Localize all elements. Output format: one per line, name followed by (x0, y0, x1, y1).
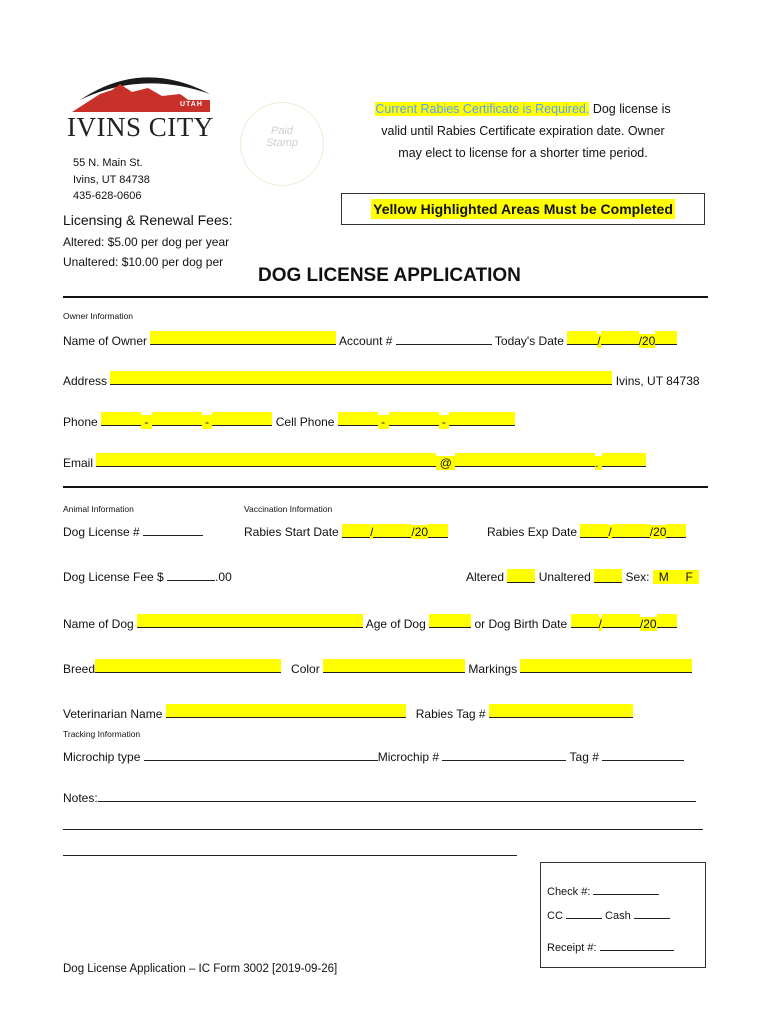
owner-name-label: Name of Owner (63, 334, 148, 348)
yellow-notice: Yellow Highlighted Areas Must be Completed (373, 201, 673, 217)
email-row (63, 453, 646, 470)
birth-day[interactable] (602, 614, 640, 628)
email-at: @ (439, 456, 452, 470)
city-tag: UTAH (180, 101, 203, 108)
license-fee-label: Dog License Fee $ (63, 570, 164, 584)
phone-dash-1: - (144, 415, 149, 429)
microchip-type-label: Microchip type (63, 750, 141, 764)
address-row (63, 371, 700, 388)
address-phone: 435-628-0606 (73, 190, 142, 202)
office-use-box (540, 862, 706, 968)
paid-stamp-area (240, 102, 324, 186)
sex-m-option[interactable]: M (658, 570, 669, 584)
owner-section: Owner Information (63, 311, 133, 321)
rabies-start-row (244, 524, 448, 539)
address-line1: 55 N. Main St. (73, 157, 143, 169)
color-field[interactable] (323, 659, 465, 673)
email-dot: . (595, 456, 599, 470)
rabies-exp-year-prefix: /20 (649, 525, 667, 539)
notice-text-2: valid until Rabies Certificate expiration date. Owner (381, 124, 665, 138)
birth-slash: / (598, 617, 602, 631)
divider-mid (63, 486, 708, 488)
rabies-start-day[interactable] (373, 524, 411, 538)
sex-label: Sex: (625, 570, 650, 584)
alteration-row (466, 569, 699, 584)
rabies-start-year[interactable] (428, 524, 448, 538)
birth-month[interactable] (571, 614, 599, 628)
city-logo (62, 64, 222, 144)
notice-text-3: may elect to license for a shorter time period. (398, 146, 648, 160)
sex-f-option[interactable]: F (685, 570, 693, 584)
unaltered-field[interactable] (594, 569, 622, 583)
email-label: Email (63, 456, 94, 470)
tag-field[interactable] (602, 749, 684, 761)
dog-name-row (63, 614, 677, 631)
breed-field[interactable] (95, 659, 281, 673)
cc-field[interactable] (566, 907, 602, 919)
rabies-start-label: Rabies Start Date (244, 525, 339, 539)
birth-year[interactable] (657, 614, 677, 628)
stamp-line2: Stamp (266, 137, 298, 149)
rabies-exp-day[interactable] (612, 524, 650, 538)
todays-date-label: Today's Date (494, 334, 564, 348)
fee-altered: Altered: $5.00 per dog per year (63, 235, 230, 249)
account-label: Account # (339, 334, 393, 348)
todays-date-month[interactable] (567, 331, 597, 345)
notes-line-2[interactable] (63, 829, 703, 830)
vet-name-label: Veterinarian Name (63, 707, 163, 721)
dog-age-label: Age of Dog (365, 617, 426, 631)
animal-section: Animal Information (63, 504, 134, 514)
rabies-tag-field[interactable] (489, 704, 633, 718)
phone-line[interactable] (212, 412, 272, 426)
fees-title: Licensing & Renewal Fees: (63, 212, 233, 228)
check-label: Check #: (547, 886, 591, 898)
city-name: IVINS CITY (67, 112, 214, 142)
cell-line[interactable] (449, 412, 515, 426)
tag-label: Tag # (569, 750, 599, 764)
date-slash: / (597, 334, 601, 348)
form-id-footer: Dog License Application – IC Form 3002 [2019-09-26] (63, 963, 338, 975)
address-field[interactable] (110, 371, 612, 385)
birth-year-prefix: /20 (639, 617, 657, 631)
microchip-row (63, 749, 684, 764)
notes-label: Notes: (63, 791, 98, 805)
phone-area[interactable] (101, 412, 141, 426)
address-line2: Ivins, UT 84738 (73, 174, 150, 186)
cell-area[interactable] (338, 412, 378, 426)
birth-date-label: or Dog Birth Date (474, 617, 568, 631)
sex-options[interactable] (653, 570, 699, 584)
notes-row (63, 790, 696, 805)
tracking-section: Tracking Information (63, 729, 141, 739)
rabies-exp-label: Rabies Exp Date (487, 525, 578, 539)
stamp-line1: Paid (270, 125, 294, 137)
rabies-exp-year[interactable] (666, 524, 686, 538)
vet-name-field[interactable] (166, 704, 406, 718)
phone-label: Phone (63, 415, 98, 429)
rabies-exp-month[interactable] (580, 524, 608, 538)
email-tld-field[interactable] (602, 453, 646, 467)
cash-field[interactable] (634, 907, 670, 919)
cc-label: CC (547, 910, 563, 922)
dog-name-field[interactable] (137, 614, 363, 628)
rabies-tag-label: Rabies Tag # (415, 707, 486, 721)
email-user-field[interactable] (96, 453, 436, 467)
fee-unaltered: Unaltered: $10.00 per dog per (63, 255, 224, 269)
license-row (63, 524, 203, 539)
yellow-notice-box (341, 193, 705, 225)
rabies-start-slash: / (370, 525, 374, 539)
owner-name-row (63, 331, 677, 348)
receipt-field[interactable] (600, 939, 674, 951)
rabies-notice (353, 98, 693, 164)
microchip-number-label: Microchip # (377, 750, 440, 764)
unaltered-label: Unaltered (538, 570, 591, 584)
form-title: DOG LICENSE APPLICATION (258, 265, 521, 286)
cell-dash-2: - (441, 415, 446, 429)
color-label: Color (291, 662, 320, 676)
payment-row (547, 907, 670, 922)
dog-age-field[interactable] (429, 614, 471, 628)
breed-label: Breed (63, 662, 96, 676)
dog-license-field[interactable] (143, 524, 203, 536)
date-year-prefix: /20 (638, 334, 656, 348)
altered-field[interactable] (507, 569, 535, 583)
cash-label: Cash (605, 910, 631, 922)
rabies-start-month[interactable] (342, 524, 370, 538)
rabies-required: Current Rabies Certificate is Required. (375, 102, 590, 116)
rabies-exp-row (487, 524, 686, 539)
markings-label: Markings (468, 662, 518, 676)
address-label: Address (63, 374, 108, 388)
cell-dash-1: - (381, 415, 386, 429)
markings-field[interactable] (520, 659, 692, 673)
receipt-row (547, 939, 674, 954)
rabies-exp-slash: / (608, 525, 612, 539)
license-fee-field[interactable] (167, 569, 215, 581)
microchip-type-field[interactable] (144, 749, 378, 761)
dog-name-label: Name of Dog (63, 617, 134, 631)
notice-text-1: Dog license is (589, 102, 671, 116)
todays-date-day[interactable] (601, 331, 639, 345)
vet-row (63, 704, 633, 721)
phone-dash-2: - (205, 415, 210, 429)
microchip-number-field[interactable] (442, 749, 566, 761)
vaccination-section: Vaccination Information (244, 504, 333, 514)
license-fee-suffix: .00 (215, 570, 232, 584)
notes-line-3[interactable] (63, 855, 517, 856)
cell-prefix[interactable] (389, 412, 439, 426)
account-field[interactable] (396, 333, 492, 345)
phone-row (63, 412, 515, 429)
cell-phone-label: Cell Phone (275, 415, 335, 429)
phone-prefix[interactable] (152, 412, 202, 426)
owner-name-field[interactable] (150, 331, 336, 345)
breed-row (63, 659, 692, 676)
email-domain-field[interactable] (455, 453, 595, 467)
rabies-start-year-prefix: /20 (411, 525, 429, 539)
notes-line-1[interactable] (98, 790, 696, 802)
check-field[interactable] (593, 883, 659, 895)
todays-date-year[interactable] (655, 331, 677, 345)
fee-row (63, 569, 232, 584)
address-suffix: Ivins, UT 84738 (615, 374, 700, 388)
divider-top (63, 296, 708, 298)
altered-label: Altered (466, 570, 505, 584)
dog-license-label: Dog License # (63, 525, 140, 539)
check-row (547, 883, 659, 898)
receipt-label: Receipt #: (547, 942, 597, 954)
